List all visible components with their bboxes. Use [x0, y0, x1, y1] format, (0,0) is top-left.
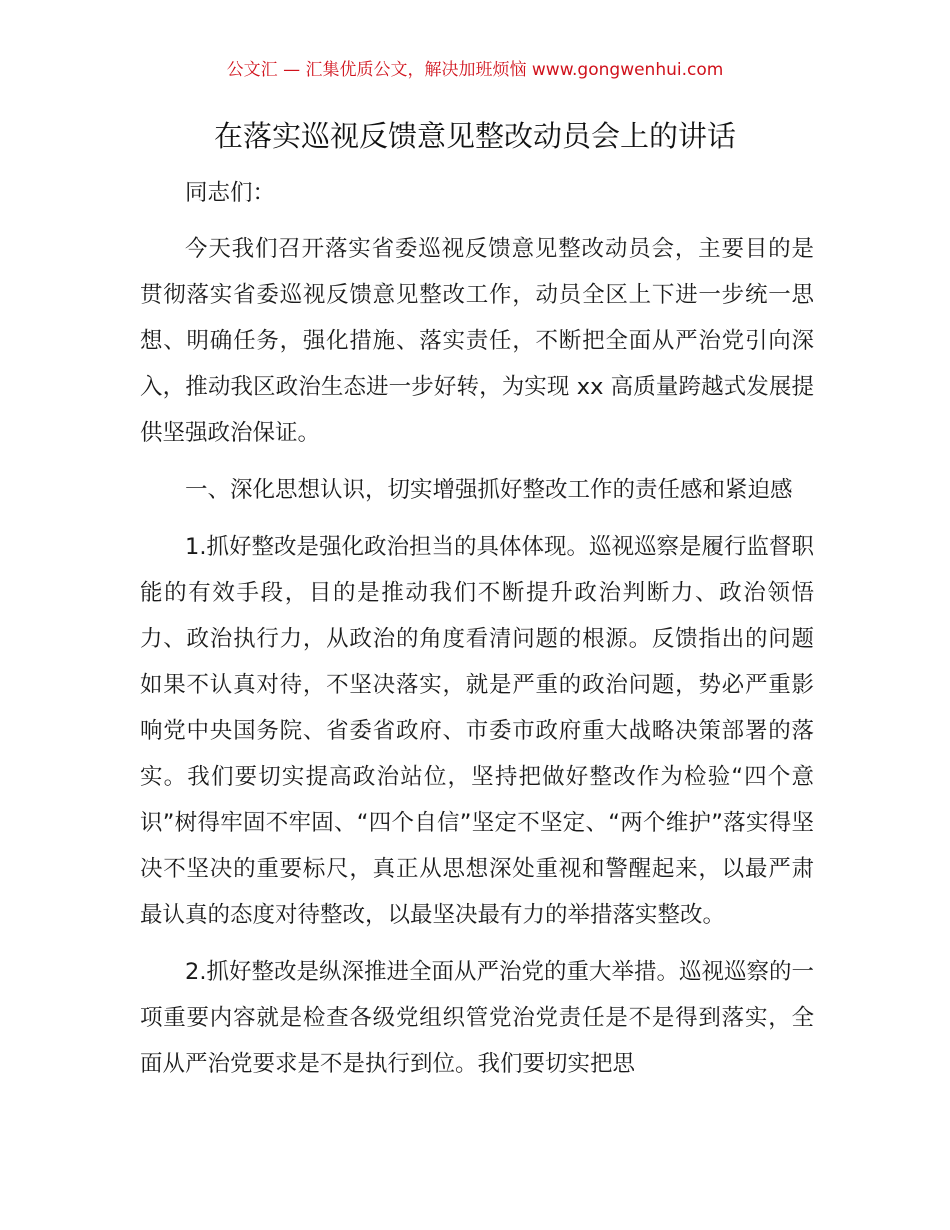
paragraph-point-1: 1.抓好整改是强化政治担当的具体体现。巡视巡察是履行监督职能的有效手段，目的是推动我们不断提升政治判断力、政治领悟力、政治执行力，从政治的角度看清问题的根源。反馈指出的问题如果不认真对待，不坚决落实，就是严重的政治问题，势必严重影响党中央国务院、省委省政府、市委市政府重大战略决策部署的落实。我们要切实提高政治站位，坚持把做好整改作为检验“四个意识”树得牢固不牢固、“四个自信”坚定不坚定、“两个维护”落实得坚决不坚决的重要标尺，真正从思想深处重视和警醒起来，以最严肃最认真的态度对待整改，以最坚决最有力的举措落实整改。 [140, 534, 814, 928]
paragraph-intro: 今天我们召开落实省委巡视反馈意见整改动员会，主要目的是贯彻落实省委巡视反馈意见整改工作，动员全区上下进一步统一思想、明确任务，强化措施、落实责任，不断把全面从严治党引向深入，推动我区政治生态进一步好转，为实现 xx 高质量跨越式发展提供坚强政治保证。 [140, 236, 814, 446]
document-body [140, 170, 814, 1098]
greeting: 同志们： [185, 180, 276, 206]
paragraph-point-2: 2.抓好整改是纵深推进全面从严治党的重大举措。巡视巡察的一项重要内容就是检查各级党组织管党治党责任是不是得到落实，全面从严治党要求是不是执行到位。我们要切实把思 [140, 959, 814, 1077]
document-title: 在落实巡视反馈意见整改动员会上的讲话 [213, 119, 736, 153]
site-header-banner: 公文汇 — 汇集优质公文，解决加班烦恼 www.gongwenhui.com [226, 60, 724, 80]
section-heading-1: 一、深化思想认识，切实增强抓好整改工作的责任感和紧迫感 [185, 477, 793, 503]
